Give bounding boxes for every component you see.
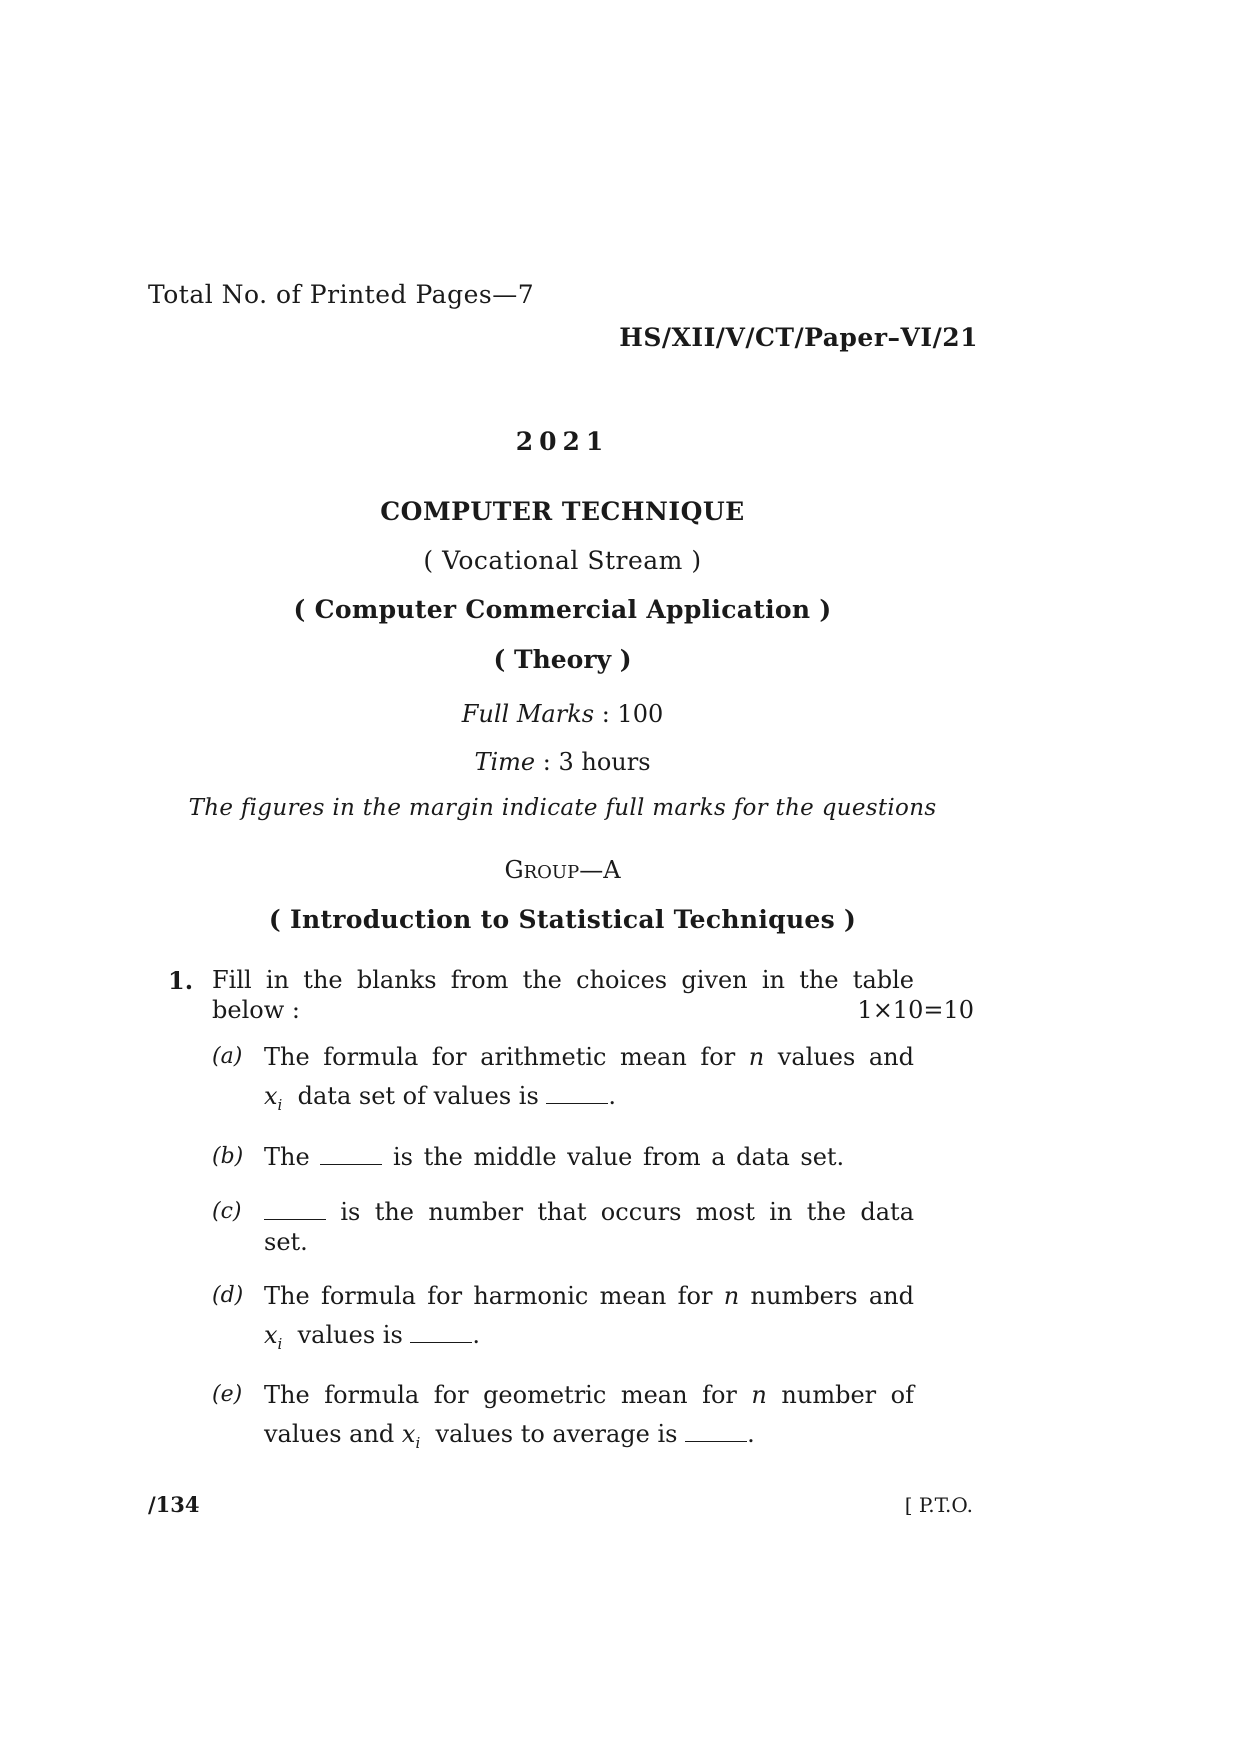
subscript-i: i bbox=[277, 1096, 283, 1114]
question-number: 1. bbox=[168, 966, 194, 995]
item-a-line1: The formula for arithmetic mean for n values and bbox=[264, 1043, 914, 1071]
time-allowed bbox=[0, 748, 1125, 776]
item-b-line bbox=[264, 1143, 844, 1171]
full-marks-label: Full Marks bbox=[461, 700, 595, 728]
page-turn-over: [ P.T.O. bbox=[904, 1493, 973, 1517]
answer-blank bbox=[410, 1324, 472, 1343]
item-b-post: is the middle value from a data set. bbox=[392, 1143, 845, 1171]
item-label-a: (a) bbox=[212, 1044, 243, 1069]
part-subtitle: ( Theory ) bbox=[493, 645, 632, 674]
group-heading bbox=[0, 856, 1125, 884]
item-e-text: values to average is bbox=[435, 1420, 678, 1448]
item-c-post: is the number that occurs most in the data bbox=[340, 1198, 914, 1226]
item-a-text: data set of values is bbox=[297, 1082, 539, 1110]
item-e-end: . bbox=[747, 1420, 755, 1448]
question-text-line1: Fill in the blanks from the choices given in the table bbox=[212, 966, 914, 994]
question-text-line2: below : bbox=[212, 996, 300, 1024]
item-label-c: (c) bbox=[212, 1199, 242, 1224]
time-value: : 3 hours bbox=[542, 748, 651, 776]
group-initial: G bbox=[504, 856, 524, 884]
item-a-end: . bbox=[608, 1082, 617, 1110]
full-marks bbox=[0, 700, 1125, 728]
item-d-end: . bbox=[472, 1321, 481, 1349]
answer-blank bbox=[546, 1085, 608, 1104]
paper-code: HS/XII/V/CT/Paper–VI/21 bbox=[619, 323, 978, 352]
answer-blank bbox=[320, 1146, 382, 1165]
item-d-text: values is bbox=[297, 1321, 403, 1349]
variable-x: x bbox=[264, 1321, 278, 1349]
item-label-b: (b) bbox=[212, 1144, 244, 1169]
variable-x: x bbox=[401, 1420, 416, 1448]
item-e-line1: The formula for geometric mean for n number of bbox=[264, 1381, 914, 1409]
exam-year: 2021 bbox=[515, 427, 610, 456]
answer-blank bbox=[264, 1201, 326, 1220]
item-d-line2 bbox=[264, 1321, 480, 1353]
instruction: The figures in the margin indicate full marks for the questions bbox=[188, 795, 937, 821]
full-marks-value: : 100 bbox=[601, 700, 664, 728]
application-subtitle: ( Computer Commercial Application ) bbox=[293, 595, 832, 624]
group-small-caps: ROUP bbox=[523, 862, 580, 883]
item-d-line1: The formula for harmonic mean for n numbers and bbox=[264, 1282, 914, 1310]
subscript-i: i bbox=[277, 1335, 283, 1353]
item-c-line2: set. bbox=[264, 1228, 308, 1256]
question-marks: 1×10=10 bbox=[857, 996, 974, 1024]
item-c-line1 bbox=[264, 1198, 914, 1226]
group-subtitle: ( Introduction to Statistical Techniques ) bbox=[268, 905, 857, 934]
item-a-line2 bbox=[264, 1082, 616, 1114]
answer-blank bbox=[685, 1423, 747, 1442]
item-e-line2 bbox=[264, 1420, 755, 1452]
subscript-i: i bbox=[415, 1434, 421, 1452]
item-label-d: (d) bbox=[212, 1283, 244, 1308]
item-b-pre: The bbox=[264, 1143, 310, 1171]
time-label: Time bbox=[474, 748, 536, 776]
total-pages: Total No. of Printed Pages—7 bbox=[148, 280, 535, 309]
item-e-pre: values and bbox=[264, 1420, 395, 1448]
footer-code: /134 bbox=[148, 1492, 200, 1517]
variable-x: x bbox=[264, 1082, 278, 1110]
item-label-e: (e) bbox=[212, 1382, 243, 1407]
subject-title: COMPUTER TECHNIQUE bbox=[380, 497, 745, 526]
stream-subtitle: ( Vocational Stream ) bbox=[423, 546, 702, 575]
group-suffix: —A bbox=[579, 856, 621, 884]
